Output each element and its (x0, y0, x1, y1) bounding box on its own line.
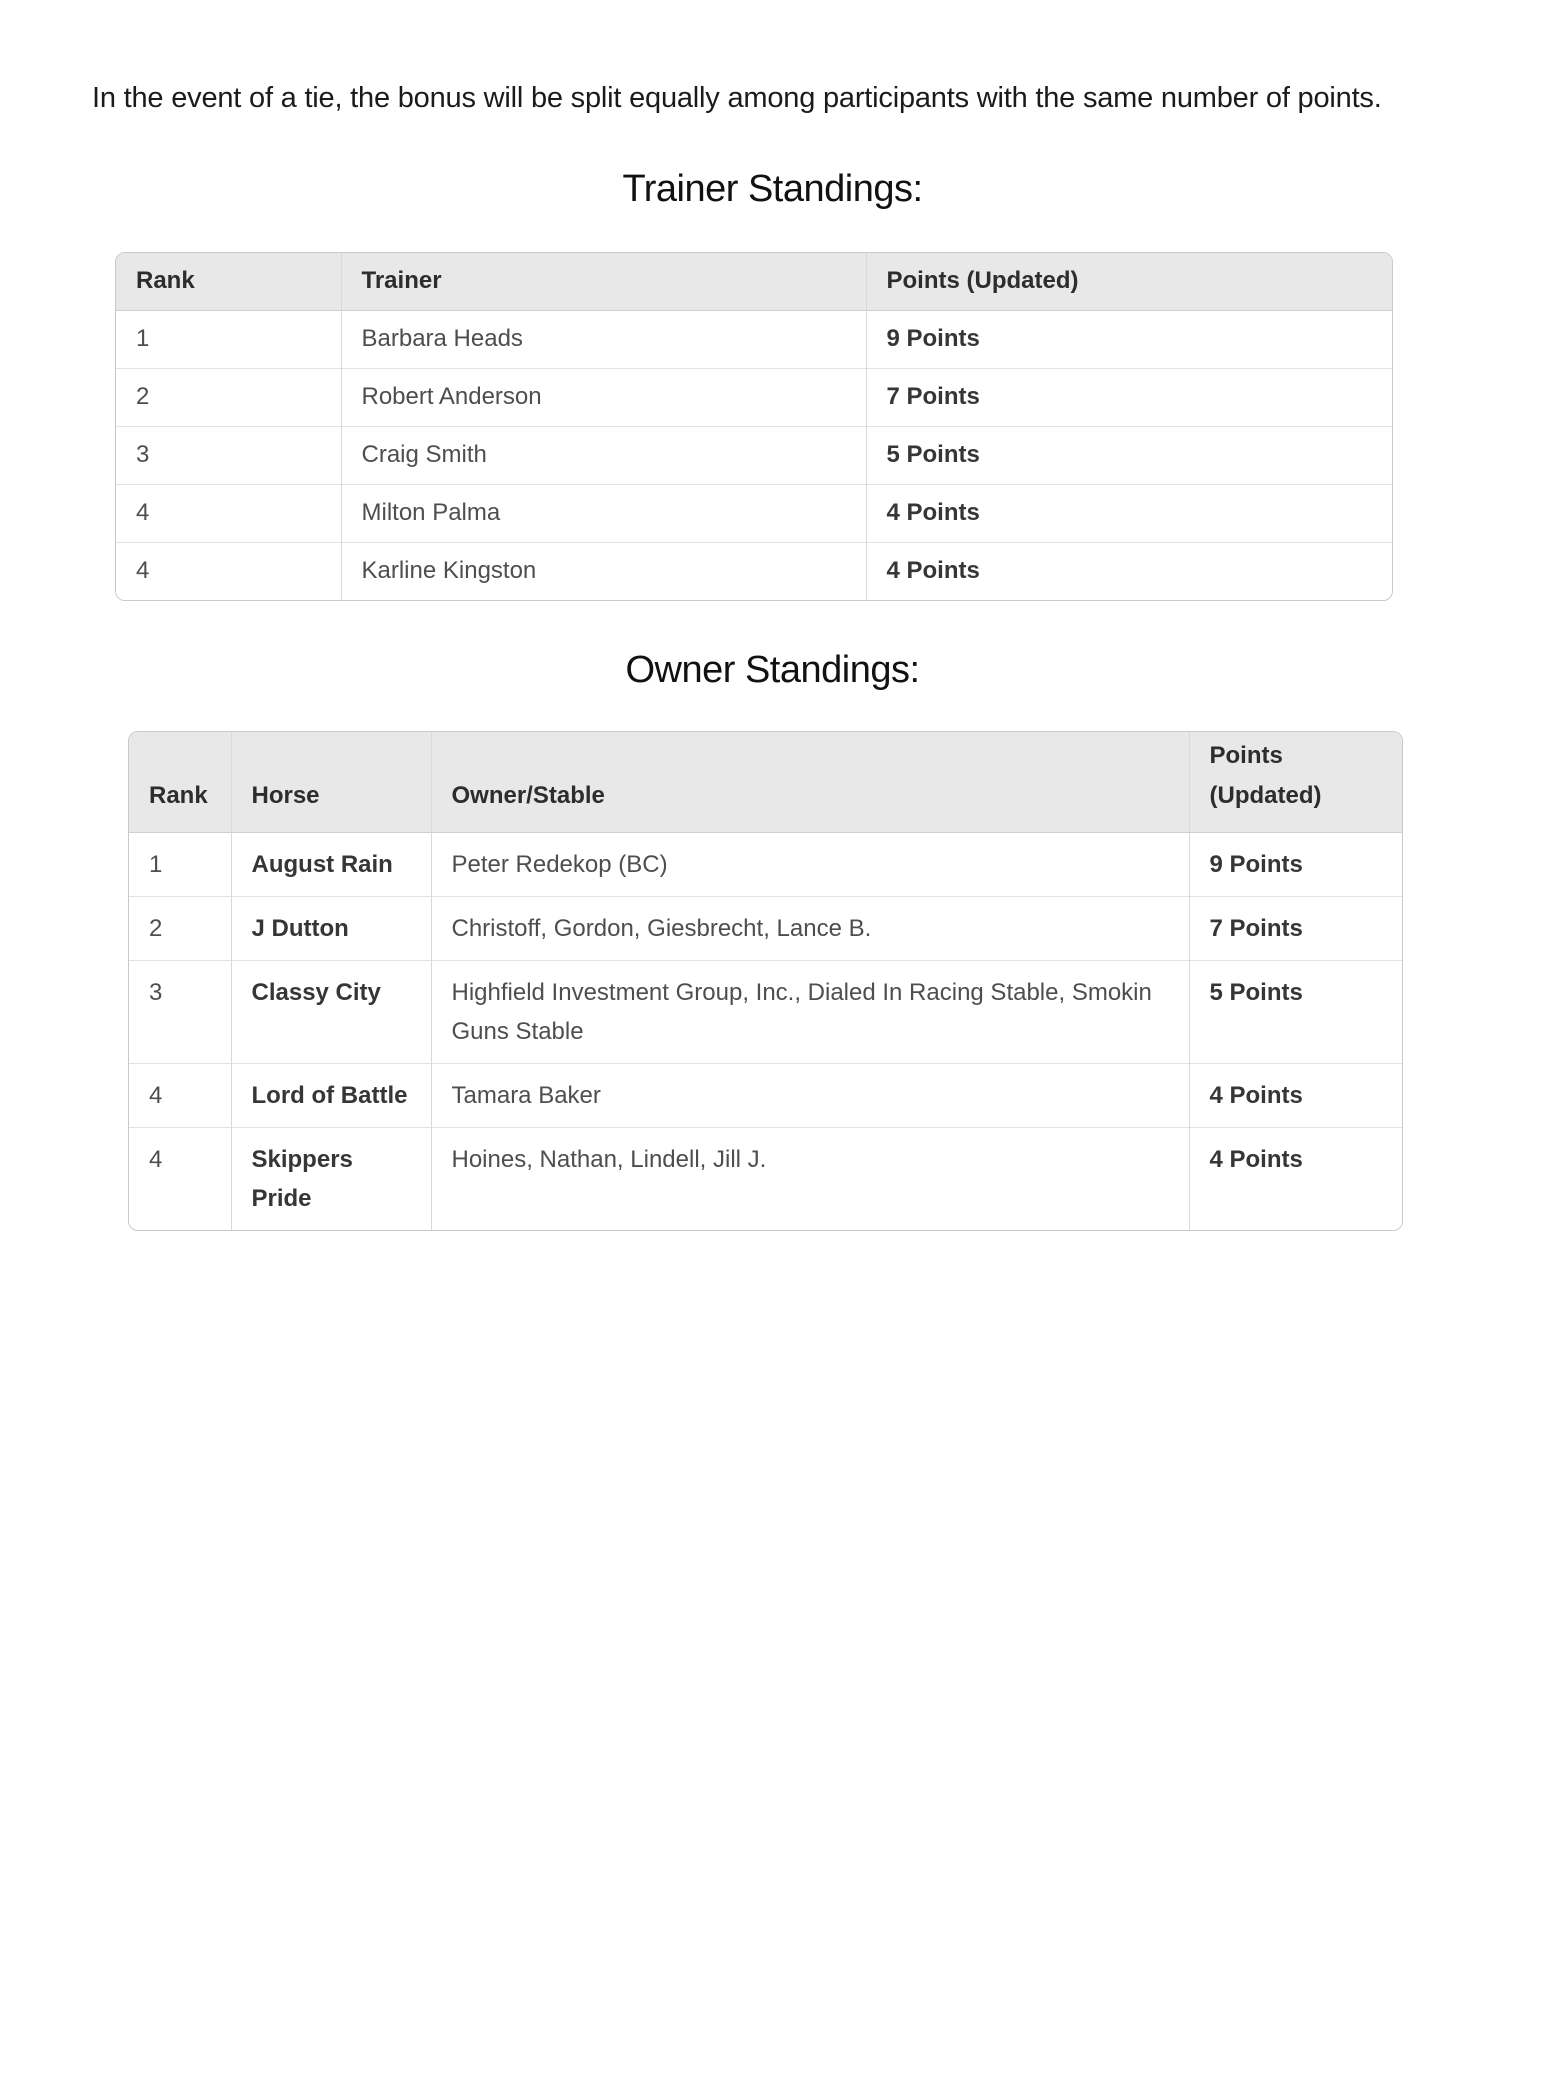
owner-table-row (129, 897, 1403, 961)
horse-cell: Classy City (231, 961, 431, 1064)
horse-cell: J Dutton (231, 897, 431, 961)
rank-cell: 3 (129, 961, 231, 1064)
trainer-cell: Craig Smith (341, 426, 866, 484)
points-cell: 4 Points (866, 542, 1393, 600)
points-cell: 4 Points (1189, 1064, 1403, 1128)
owner-table-row (129, 833, 1403, 897)
trainer-table-row (116, 310, 1393, 368)
owner-stable-cell: Highfield Investment Group, Inc., Dialed In Racing Stable, Smokin Guns Stable (431, 961, 1189, 1064)
header-cell-rank: Rank (116, 253, 341, 310)
trainer-cell: Barbara Heads (341, 310, 866, 368)
horse-cell: Skippers Pride (231, 1128, 431, 1231)
points-cell: 9 Points (866, 310, 1393, 368)
rank-cell: 1 (116, 310, 341, 368)
owner-stable-cell: Peter Redekop (BC) (431, 833, 1189, 897)
owner-table-header (129, 732, 1403, 833)
owner-standings-table (128, 731, 1403, 1231)
horse-cell: August Rain (231, 833, 431, 897)
rank-cell: 4 (129, 1064, 231, 1128)
rank-cell: 2 (129, 897, 231, 961)
trainer-table-row (116, 542, 1393, 600)
trainer-table-row (116, 426, 1393, 484)
owner-stable-cell: Hoines, Nathan, Lindell, Jill J. (431, 1128, 1189, 1231)
owner-table-row (129, 1064, 1403, 1128)
owner-standings-title: Owner Standings: (625, 649, 920, 691)
trainer-table-row (116, 484, 1393, 542)
points-cell: 7 Points (1189, 897, 1403, 961)
points-cell: 4 Points (1189, 1128, 1403, 1231)
rank-cell: 4 (116, 542, 341, 600)
trainer-standings-table (115, 252, 1393, 601)
trainer-cell: Robert Anderson (341, 368, 866, 426)
header-cell-trainer: Trainer (341, 253, 866, 310)
points-cell: 9 Points (1189, 833, 1403, 897)
points-cell: 4 Points (866, 484, 1393, 542)
points-cell: 7 Points (866, 368, 1393, 426)
rank-cell: 2 (116, 368, 341, 426)
rank-cell: 4 (129, 1128, 231, 1231)
rank-cell: 4 (116, 484, 341, 542)
header-cell-horse: Horse (231, 732, 431, 833)
header-cell-rank: Rank (129, 732, 231, 833)
intro-paragraph: In the event of a tie, the bonus will be split equally among participants with the same number of points. (92, 82, 1382, 114)
rank-cell: 3 (116, 426, 341, 484)
points-cell: 5 Points (866, 426, 1393, 484)
owner-table-row (129, 961, 1403, 1064)
header-cell-points: Points (Updated) (1189, 732, 1403, 833)
trainer-table-row (116, 368, 1393, 426)
header-cell-points: Points (Updated) (866, 253, 1393, 310)
trainer-table-body (116, 310, 1393, 600)
owner-table-body (129, 833, 1403, 1231)
trainer-standings-title: Trainer Standings: (622, 168, 923, 210)
trainer-table-header (116, 253, 1393, 310)
header-cell-owner-stable: Owner/Stable (431, 732, 1189, 833)
owner-stable-cell: Christoff, Gordon, Giesbrecht, Lance B. (431, 897, 1189, 961)
points-cell: 5 Points (1189, 961, 1403, 1064)
document-page (0, 78, 1545, 2078)
owner-table-row (129, 1128, 1403, 1231)
trainer-cell: Milton Palma (341, 484, 866, 542)
owner-stable-cell: Tamara Baker (431, 1064, 1189, 1128)
trainer-cell: Karline Kingston (341, 542, 866, 600)
rank-cell: 1 (129, 833, 231, 897)
horse-cell: Lord of Battle (231, 1064, 431, 1128)
